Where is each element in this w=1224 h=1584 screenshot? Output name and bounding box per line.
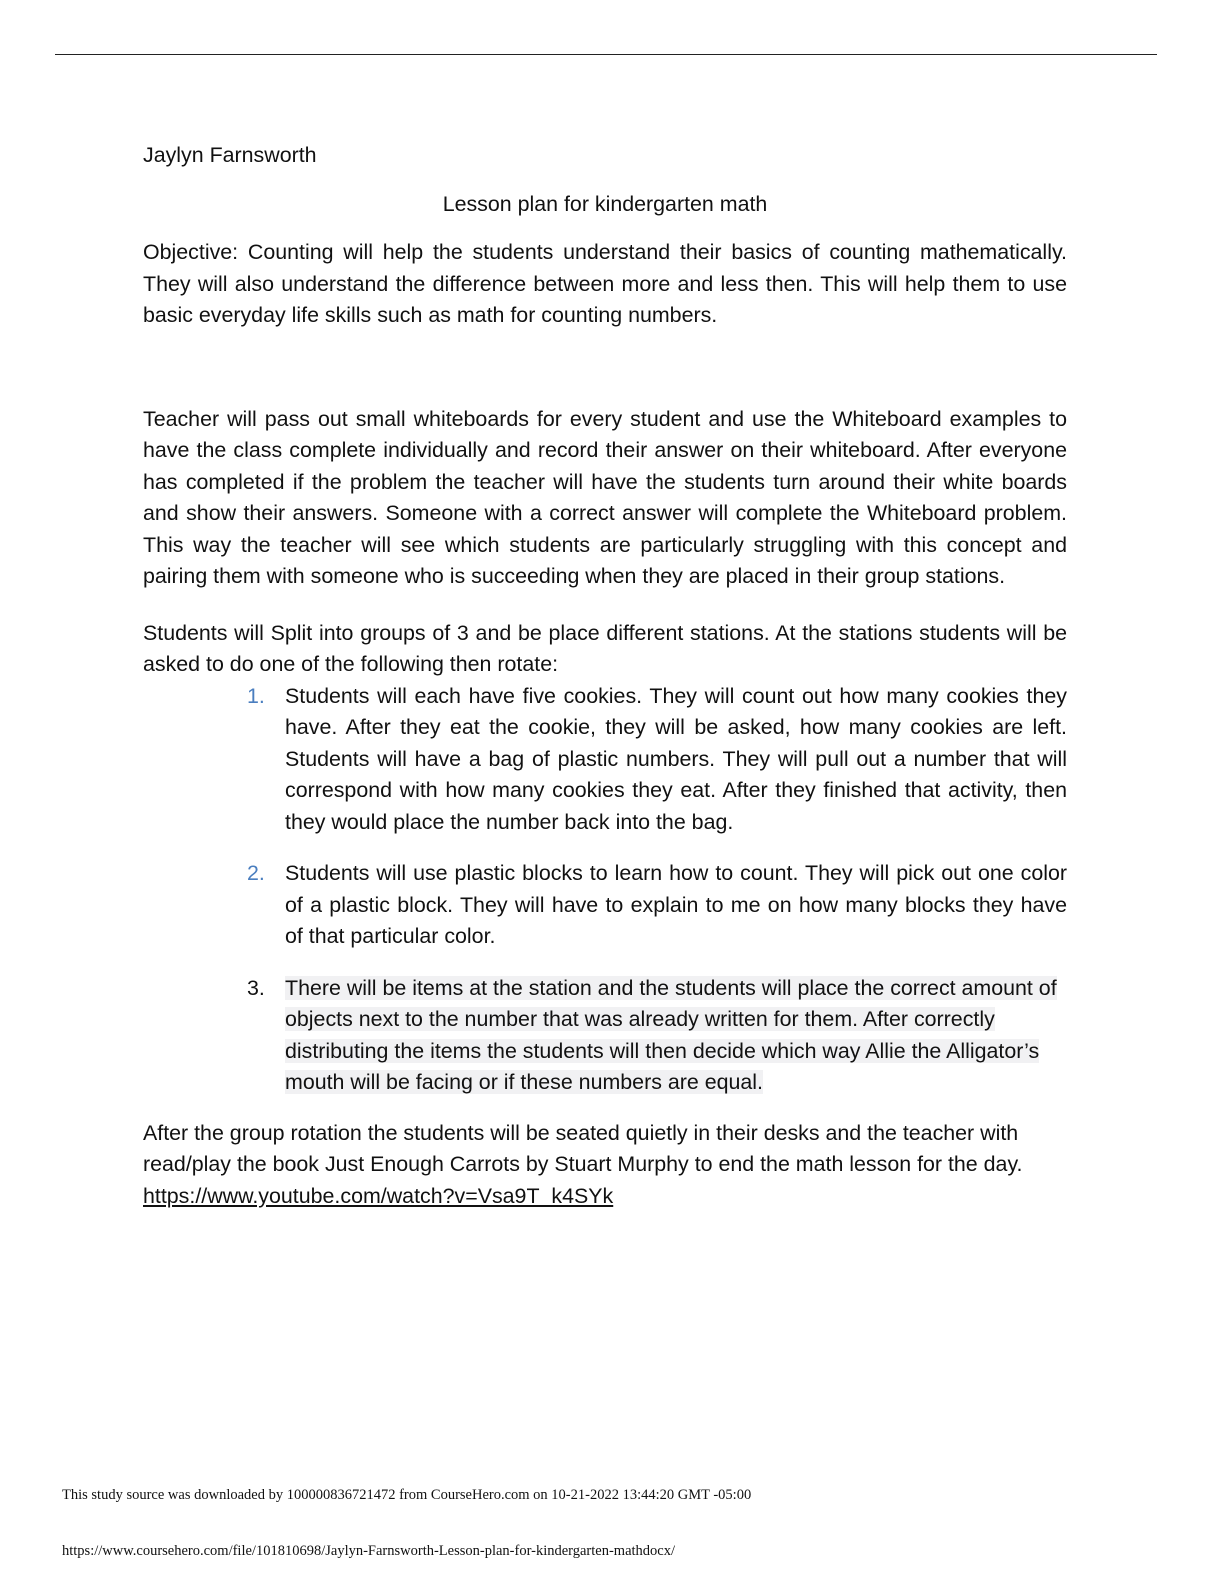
closing-text: After the group rotation the students will be seated quietly in their desks and the teacher with read/play the book Just Enough Carrots by Stuart Murphy to end the math lesson for the day. [143, 1120, 1023, 1176]
list-item-number: 3. [247, 975, 265, 1000]
source-url: https://www.coursehero.com/file/101810698/Jaylyn-Farnsworth-Lesson-plan-for-kindergarten-mathdocx/ [62, 1543, 675, 1559]
document-title: Lesson plan for kindergarten math [442, 191, 768, 216]
list-item-number: 1. [247, 683, 265, 708]
objective-paragraph: Objective: Counting will help the students understand their basics of counting mathematically. They will also understand the difference between more and less then. This will help them to use basic everyday life skills such as math for counting numbers. [143, 240, 1067, 327]
list-item [247, 973, 1067, 1099]
highlighted-text: There will be items at the station and the students will place the correct amount of objects next to the number that was already written for them. After correctly distributing the items the students will then decide which way Allie the Alligator’s mouth will be facing or if these numbers are equal. [285, 975, 1057, 1094]
video-link[interactable]: https://www.youtube.com/watch?v=Vsa9T_k4SYk [143, 1183, 614, 1208]
closing-paragraph [143, 1118, 1067, 1213]
stations-list [143, 681, 1067, 1099]
list-item-number: 2. [247, 861, 265, 885]
stations-intro-paragraph: Students will Split into groups of 3 and be place different stations. At the stations students will be asked to do one of the following then rotate: [143, 620, 1067, 676]
author-name: Jaylyn Farnsworth [143, 143, 317, 167]
whiteboard-paragraph: Teacher will pass out small whiteboards for every student and use the Whiteboard examples to have the class complete individually and record their answer on their whiteboard. After everyone has completed if the problem the teacher will have the students turn around their white boards and show their answers. Someone with a correct answer will complete the Whiteboard problem. This way the teacher will see which students are particularly struggling with this concept and pairing them with someone who is succeeding when they are placed in their group stations. [143, 406, 1067, 588]
download-notice: This study source was downloaded by 100000836721472 from CourseHero.com on 10-21-2022 13:44:20 GMT -05:00 [62, 1487, 752, 1503]
list-item-text: Students will each have five cookies. They will count out how many cookies they have. After they eat the cookie, they will be asked, how many cookies are left. Students will have a bag of plastic numbers. They will pull out a number that will correspond with how many cookies they eat. After they finished that activity, then they would place the number back into the bag. [285, 683, 1067, 834]
header-rule [55, 54, 1157, 55]
list-item-text-highlighted [285, 973, 1067, 1099]
list-item [247, 681, 1067, 839]
document-body [143, 140, 1067, 1212]
list-item [247, 858, 1067, 953]
list-item-text: Students will use plastic blocks to learn how to count. They will pick out one color of a plastic block. They will have to explain to me on how many blocks they have of that particular color. [285, 861, 1067, 948]
